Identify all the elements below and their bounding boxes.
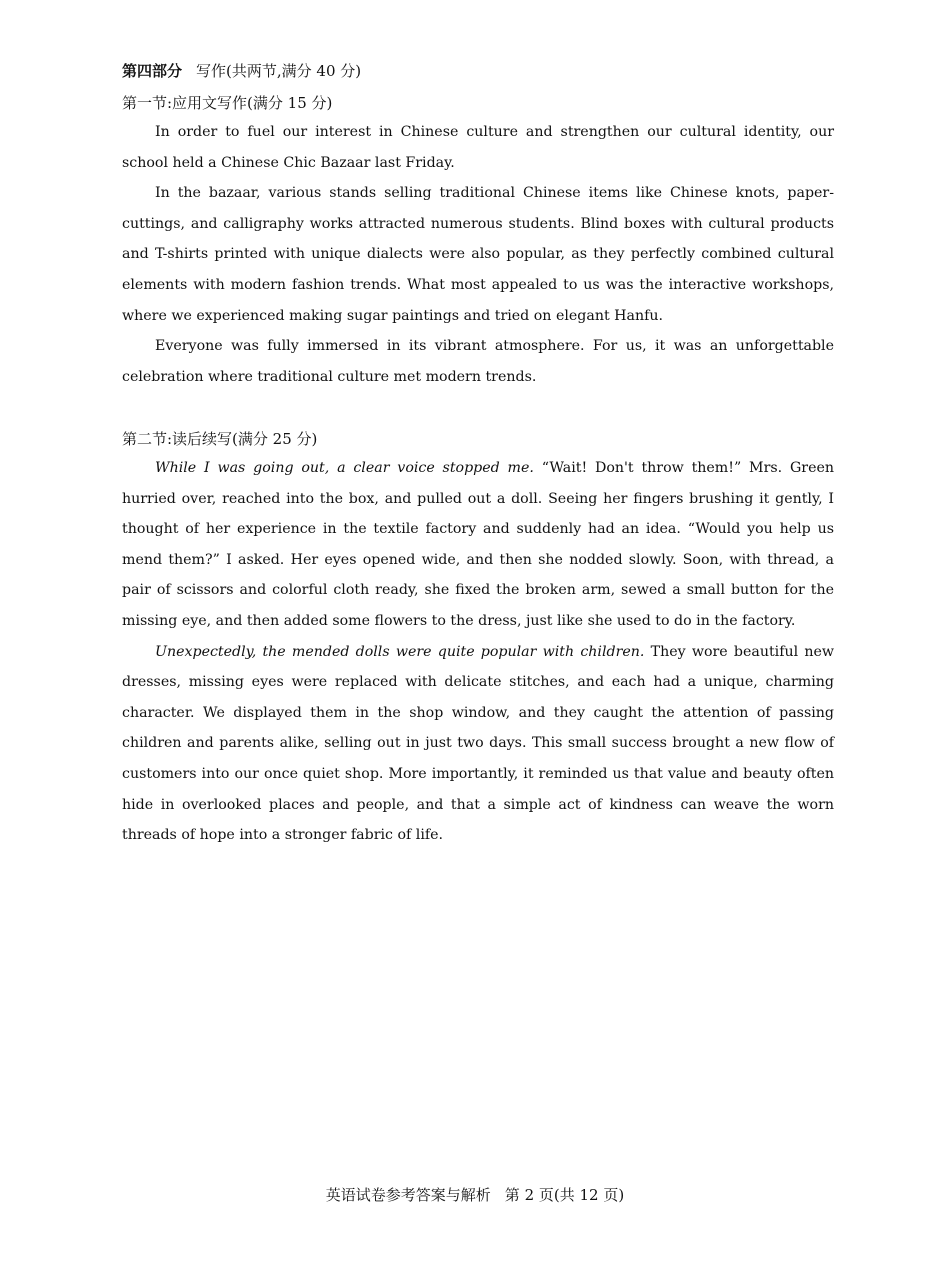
- part-subtitle: 写作(共两节,满分 40 分): [196, 62, 362, 80]
- part-number: 第四部分: [122, 62, 183, 80]
- section1-paragraph: In order to fuel our interest in Chinese culture and strengthen our cultural identity, our school held a Chinese Chic Bazaar last Friday.: [122, 124, 834, 171]
- paragraph-text: They wore beautiful new dresses, missing eyes were replaced with delicate stitches, and each had a unique, charming character. We displayed them in the shop window, and they caught the attention of passing children and parents alike, selling out in just two days. This small success brought a new flow of customers into our once quiet shop. More importantly, it reminded us that value and beauty often hide in overlooked places and people, and that a simple act of kindness can weave the worn threads of hope into a stronger fabric of life.: [122, 643, 834, 844]
- section1-heading: 第一节:应用文写作(满分 15 分): [122, 94, 333, 112]
- footer-doc-title: 英语试卷参考答案与解析: [325, 1186, 491, 1204]
- given-opening-sentence: While I was going out, a clear voice stopped me.: [155, 460, 534, 476]
- part-title: [122, 60, 361, 81]
- footer-page-number: 第 2 页(共 12 页): [504, 1186, 625, 1204]
- page-footer: [0, 1184, 950, 1205]
- section1-body: [122, 117, 834, 392]
- section1-paragraph: In the bazaar, various stands selling traditional Chinese items like Chinese knots, paper-cuttings, and calligraphy works attracted numerous students. Blind boxes with cultural products and T-shirts printed with unique dialects were also popular, as they perfectly combined cultural elements with modern fashion trends. What most appealed to us was the interactive workshops, where we experienced making sugar paintings and tried on elegant Hanfu.: [122, 185, 834, 324]
- paragraph-text: “Wait! Don't throw them!” Mrs. Green hurried over, reached into the box, and pulled out a doll. Seeing her fingers brushing it gently, I thought of her experience in the textile factory and suddenly had an idea. “Would you help us mend them?” I asked. Her eyes opened wide, and then she nodded slowly. Soon, with thread, a pair of scissors and colorful cloth ready, she fixed the broken arm, sewed a small button for the missing eye, and then added some flowers to the dress, just like she used to do in the factory.: [122, 460, 835, 629]
- section1-paragraph: Everyone was fully immersed in its vibrant atmosphere. For us, it was an unforgettable celebration where traditional culture met modern trends.: [122, 338, 834, 385]
- given-opening-sentence: Unexpectedly, the mended dolls were quite popular with children.: [155, 643, 645, 660]
- section2-heading: 第二节:读后续写(满分 25 分): [122, 430, 318, 448]
- section2-paragraph: [122, 637, 834, 851]
- section2-body: [122, 453, 834, 851]
- section2-paragraph: [122, 453, 834, 637]
